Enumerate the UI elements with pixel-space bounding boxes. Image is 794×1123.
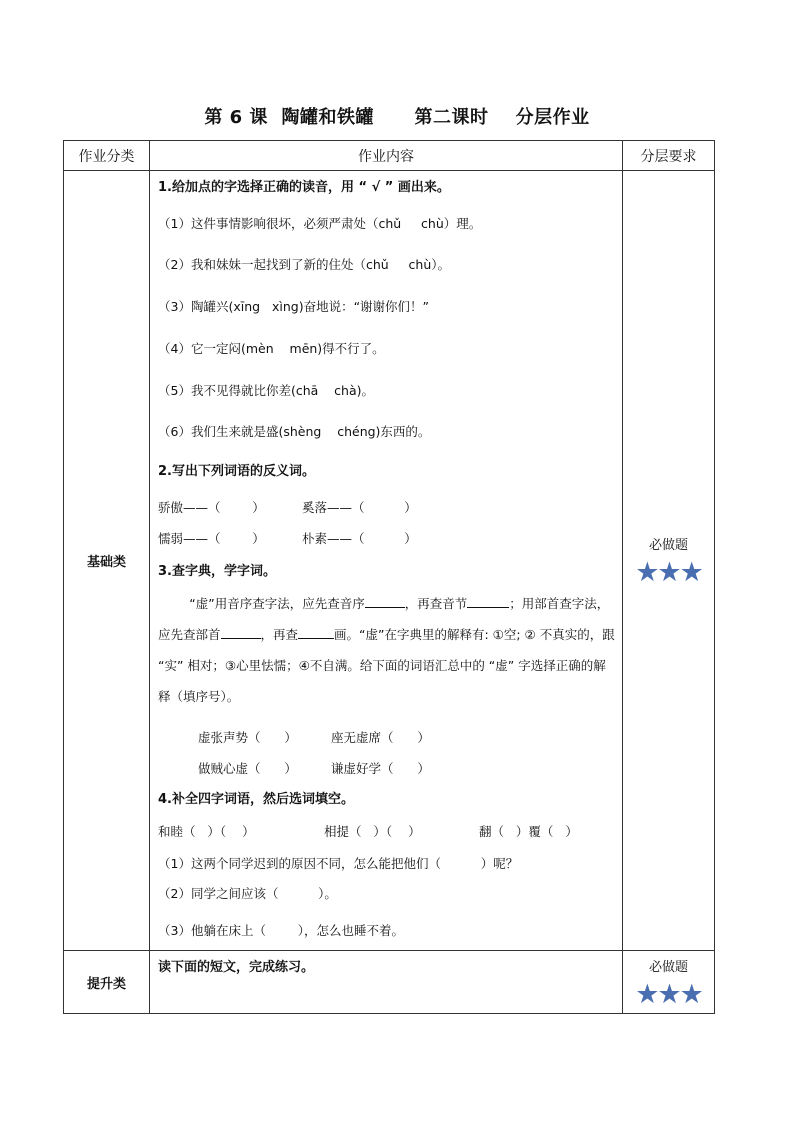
advanced-requirement [623, 951, 715, 1014]
q3-text: 画。“虚”在字典里的解释有: ①空; ② 不真实的，跟 “实” 相对；③心里怯懦；④不自满。给下面的词语汇总中的 “虚” 字选择正确的解释（填序号）。 [158, 627, 615, 704]
q1-item: （4）它一定闷(mèn mēn)得不行了。 [158, 341, 385, 356]
advanced-category: 提升类 [64, 951, 150, 1014]
q1-item: （2）我和妹妹一起找到了新的住处（chǔ chù）。 [158, 257, 451, 272]
q4-item: （2）同学之间应该（ ）。 [158, 886, 337, 901]
advanced-instruction: 读下面的短文，完成练习。 [158, 960, 315, 975]
xu-word: 谦虚好学（ ） [331, 761, 430, 776]
basic-row [64, 171, 715, 951]
answer-blank[interactable] [221, 626, 261, 639]
star-rating-icon: ★★★ [635, 978, 702, 1010]
q1-item: （5）我不见得就比你差(chā chà)。 [158, 383, 375, 398]
requirement-label: 必做题 [648, 538, 688, 553]
q4-item: （3）他躺在床上（ ），怎么也睡不着。 [158, 923, 404, 938]
answer-blank[interactable] [467, 595, 509, 608]
basic-content [150, 171, 623, 951]
antonym-item: 懦弱——（ ） [158, 531, 265, 546]
q3-text: “虚”用音序查字法，应先查音序 [189, 596, 365, 611]
advanced-row [64, 951, 715, 1014]
q3-text: ，再查 [260, 627, 299, 642]
header-content: 作业内容 [150, 141, 623, 171]
q1-heading: 1.给加点的字选择正确的读音，用 “ √ ” 画出来。 [158, 180, 450, 195]
q2-heading: 2.写出下列词语的反义词。 [158, 464, 315, 479]
q1-item: （3）陶罐兴(xīng xìng)奋地说：“谢谢你们！” [158, 299, 430, 314]
antonym-item: 朴素——（ ） [302, 531, 417, 546]
basic-requirement [623, 171, 715, 951]
header-category: 作业分类 [64, 141, 150, 171]
idiom-blank: 翻（ ）覆（ ） [479, 824, 578, 839]
xu-word: 做贼心虚（ ） [198, 761, 297, 776]
answer-blank[interactable] [298, 626, 334, 639]
q3-text: ，再查音节 [404, 596, 468, 611]
header-requirement: 分层要求 [623, 141, 715, 171]
antonym-item: 奚落——（ ） [302, 500, 417, 515]
page-title: 第 6 课 陶罐和铁罐 第二课时 分层作业 [204, 107, 590, 128]
antonym-item: 骄傲——（ ） [158, 500, 265, 515]
q4-item: （1）这两个同学迟到的原因不同，怎么能把他们（ ）呢？ [158, 856, 519, 871]
xu-word: 座无虚席（ ） [331, 730, 430, 745]
requirement-label: 必做题 [648, 959, 688, 975]
q3-paragraph [158, 588, 615, 712]
table-header-row [64, 141, 715, 171]
xu-word: 虚张声势（ ） [198, 730, 297, 745]
q1-item: （1）这件事情影响很坏，必须严肃处（chǔ chù）理。 [158, 216, 482, 231]
idiom-blank: 相提（ ）（ ） [324, 824, 421, 839]
q1-item: （6）我们生来就是盛(shèng chéng)东西的。 [158, 424, 431, 439]
homework-table [63, 140, 715, 1014]
idiom-blank: 和睦（ ）（ ） [158, 824, 255, 839]
answer-blank[interactable] [365, 595, 405, 608]
star-rating-icon: ★★★ [635, 557, 702, 588]
q3-text: ；用部首查字法，应先查部首 [158, 596, 610, 642]
q3-heading: 3.查字典，学字词。 [158, 564, 276, 579]
q4-heading: 4.补全四字词语，然后选词填空。 [158, 792, 354, 807]
advanced-content [150, 951, 623, 1014]
basic-category: 基础类 [64, 171, 150, 951]
